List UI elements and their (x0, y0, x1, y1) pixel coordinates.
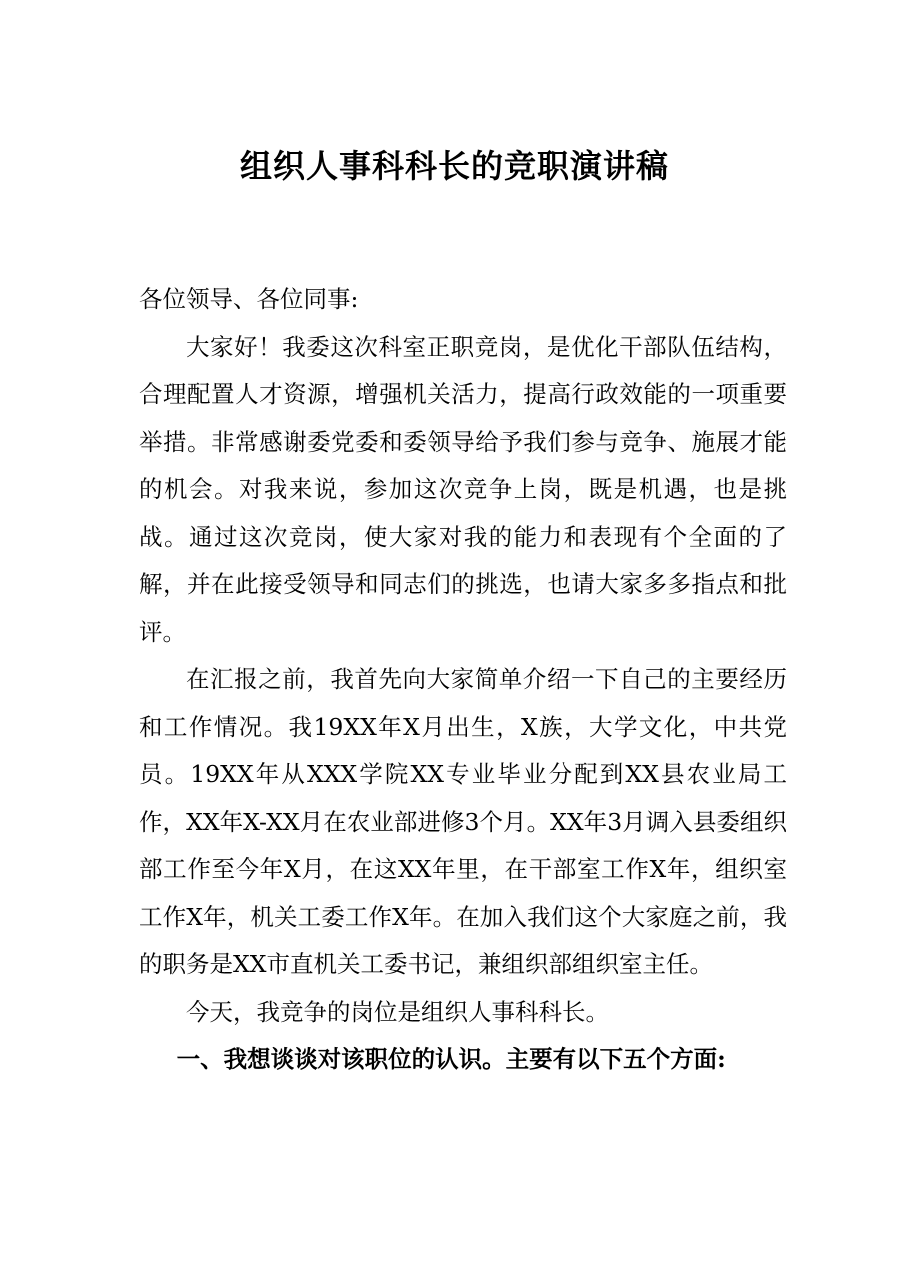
paragraph-greeting: 大家好！我委这次科室正职竞岗，是优化干部队伍结构，合理配置人才资源，增强机关活力，提高行政效能的一项重要举措。非常感谢委党委和委领导给予我们参与竞争、施展才能的机会。对我来说，参加这次竞争上岗，既是机遇，也是挑战。通过这次竞岗，使大家对我的能力和表现有个全面的了解，并在此接受领导和同志们的挑选，也请大家多多指点和批评。 (139, 332, 787, 646)
document-title: 组织人事科科长的竞职演讲稿 (239, 147, 669, 185)
salutation: 各位领导、各位同事: (139, 285, 359, 313)
document-body (139, 276, 787, 1084)
paragraph-position: 今天，我竞争的岗位是组织人事科科长。 (186, 997, 609, 1026)
section-heading: 一、我想谈谈对该职位的认识。主要有以下五个方面: (176, 1045, 726, 1073)
paragraph-background: 在汇报之前，我首先向大家简单介绍一下自己的主要经历和工作情况。我19XX年X月出生，X族，大学文化，中共党员。19XX年从XXX学院XX专业毕业分配到XX县农业局工作，XX年X-XX月在农业部进修3个月。XX年3月调入县委组织部工作至今年X月，在这XX年里，在干部室工作X年，组织室工作X年，机关工委工作X年。在加入我们这个大家庭之前，我的职务是XX市直机关工委书记，兼组织部组织室主任。 (139, 665, 787, 978)
